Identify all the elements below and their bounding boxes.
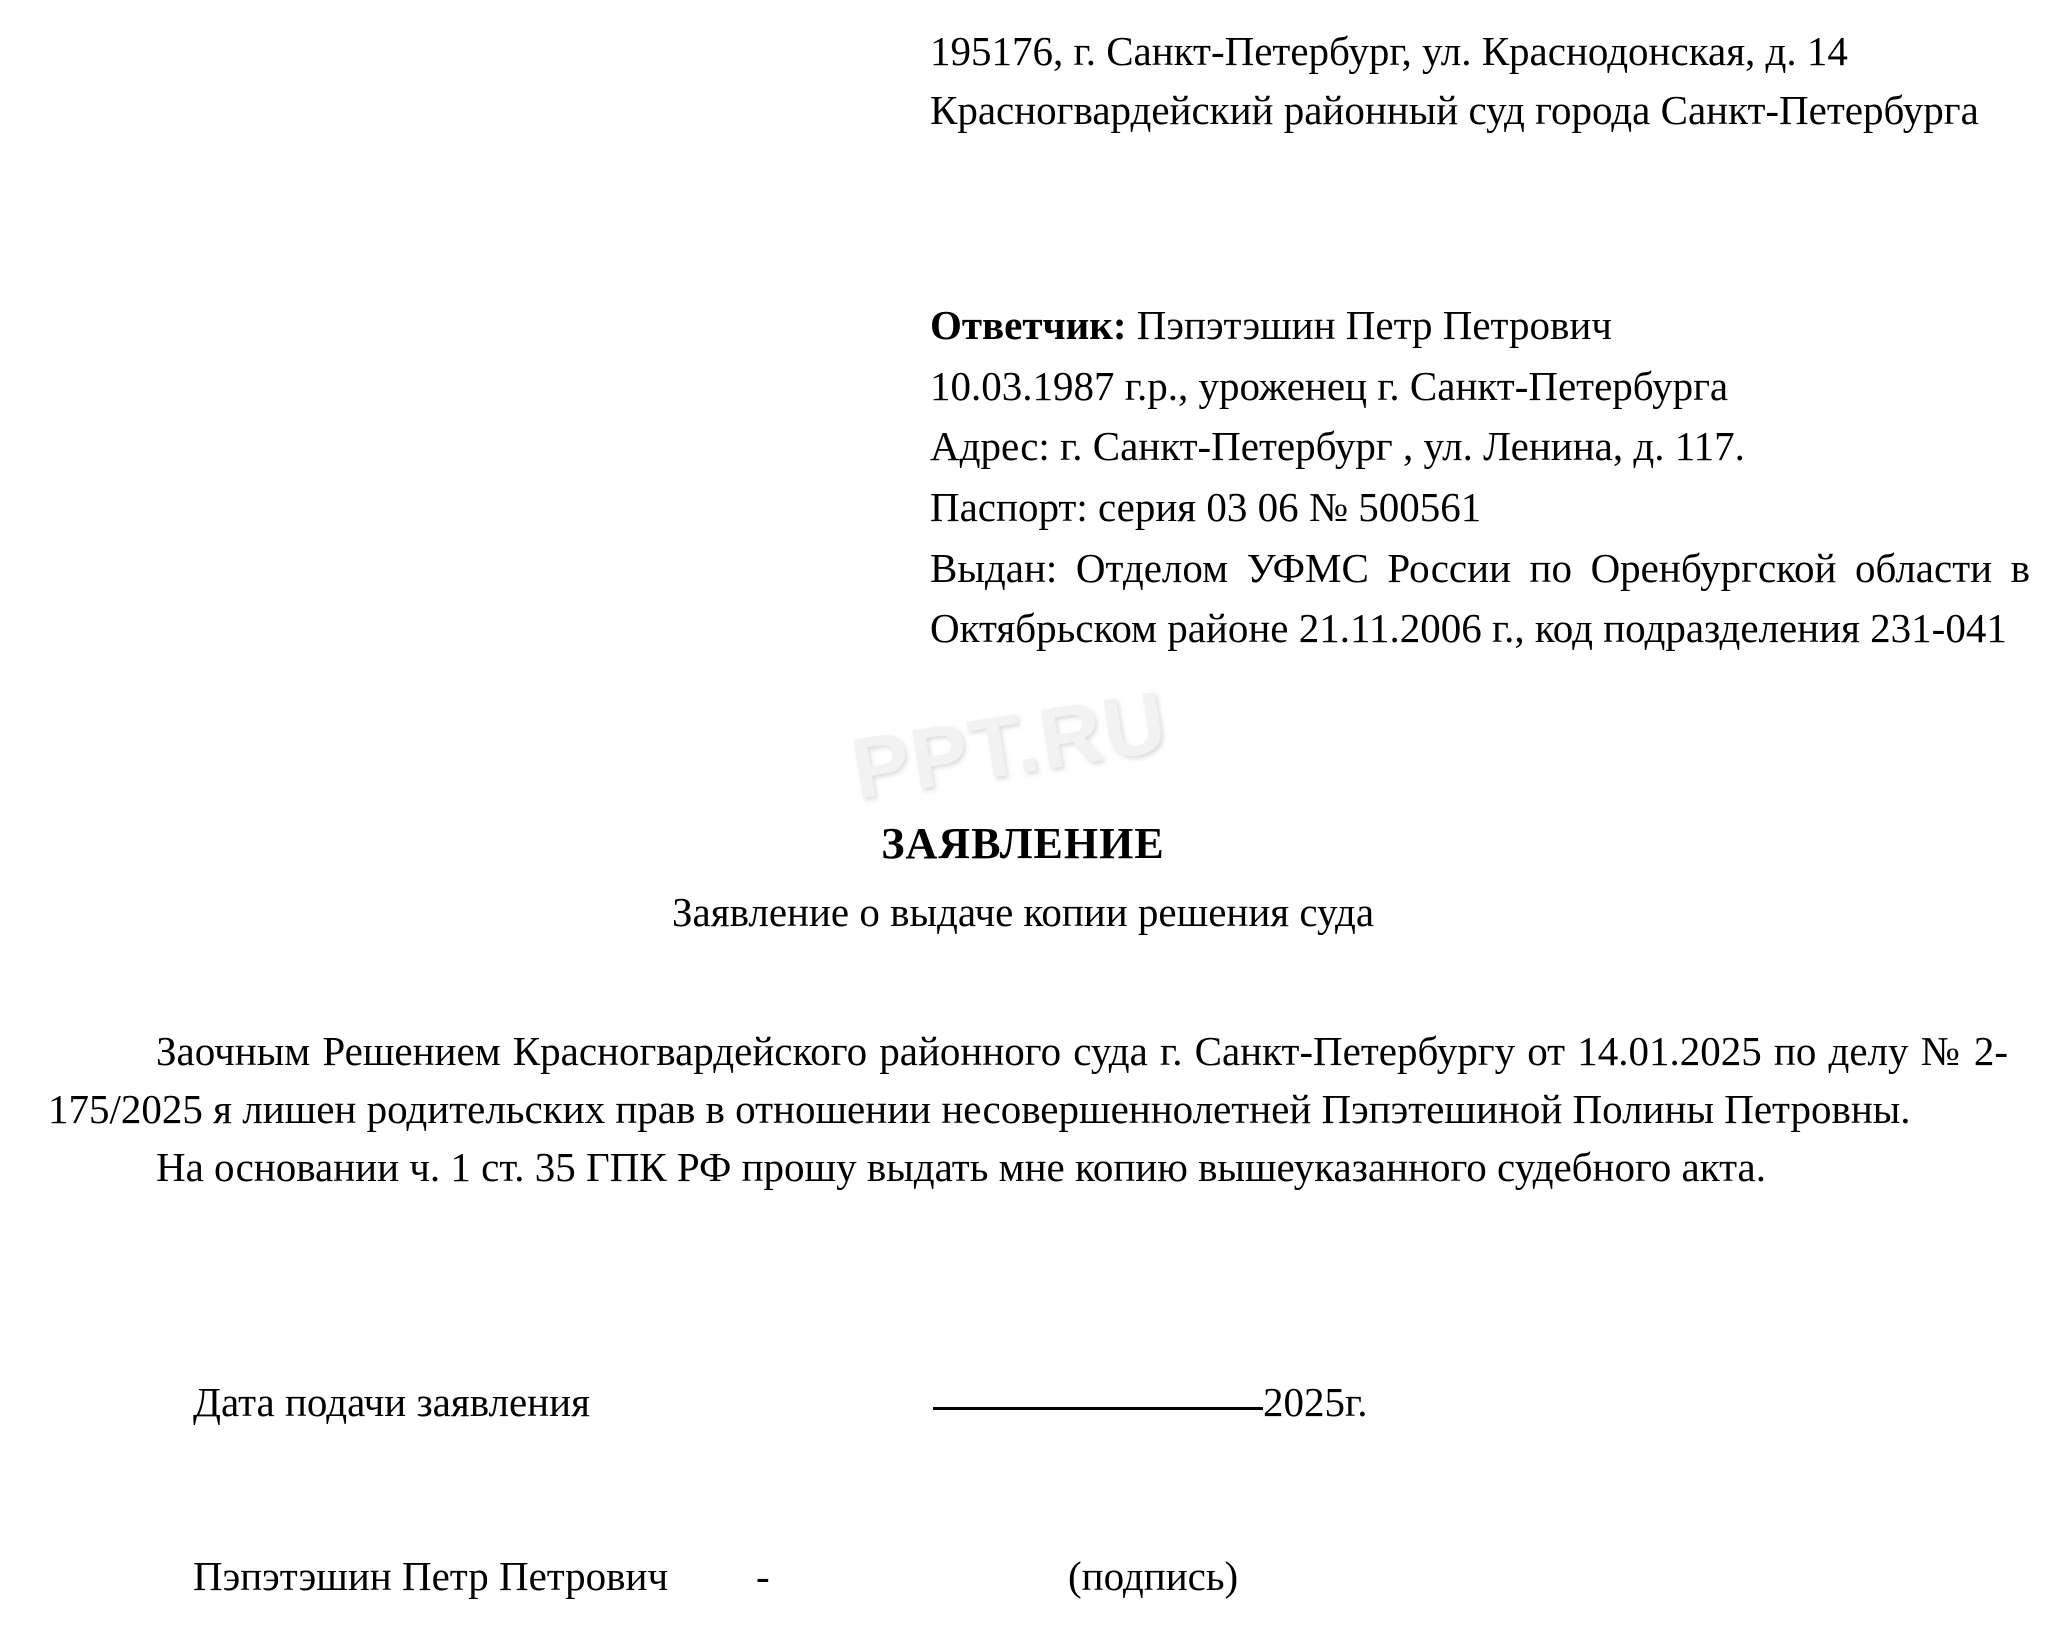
date-fill-field[interactable] — [933, 1378, 1367, 1426]
page-subtitle: Заявление о выдаче копии решения суда — [671, 889, 1375, 935]
body-paragraph-2: На основании ч. 1 ст. 35 ГПК РФ прошу выдать мне копию вышеуказанного судебного акта. — [156, 1144, 1766, 1191]
court-address-line: 195176, г. Санкт-Петербург, ул. Краснодонская, д. 14 — [930, 28, 1848, 74]
page-title: ЗАЯВЛЕНИЕ — [881, 819, 1165, 868]
date-blank-rule — [933, 1407, 1263, 1410]
respondent-label: Ответчик: — [930, 302, 1127, 348]
signature-separator: - — [756, 1553, 770, 1599]
respondent-block — [930, 295, 2030, 659]
respondent-birth: 10.03.1987 г.р., уроженец г. Санкт-Петербурга — [930, 362, 1729, 409]
ppt-ru-watermark: PPT.RU — [845, 673, 1175, 818]
date-label: Дата подачи заявления — [193, 1379, 590, 1425]
respondent-passport-issued: Выдан: Отделом УФМС России по Оренбургской области в Октябрьском районе 21.11.2006 г., код подразделения 231-041 — [930, 544, 2030, 652]
respondent-passport: Паспорт: серия 03 06 № 500561 — [930, 484, 1482, 531]
respondent-address: Адрес: г. Санкт-Петербург , ул. Ленина, д. 117. — [930, 423, 1745, 470]
respondent-name-row — [930, 295, 2030, 356]
date-year: 2025г. — [1263, 1379, 1368, 1425]
signer-name: Пэпэтэшин Петр Петрович — [193, 1553, 669, 1599]
addressee-block — [930, 22, 2030, 141]
document-body — [48, 1022, 2008, 1197]
body-paragraph-1: Заочным Решением Красногвардейского районного суда г. Санкт-Петербургу от 14.01.2025 по делу № 2-175/2025 я лишен родительских прав в отношении несовершеннолетней Пэпэтешиной Полины Петровны. — [48, 1028, 2008, 1133]
respondent-name: Пэпэтэшин Петр Петрович — [1136, 302, 1612, 348]
court-name-line: Красногвардейский районный суд города Санкт-Петербурга — [930, 87, 1979, 134]
signature-caption: (подпись) — [1068, 1553, 1239, 1599]
